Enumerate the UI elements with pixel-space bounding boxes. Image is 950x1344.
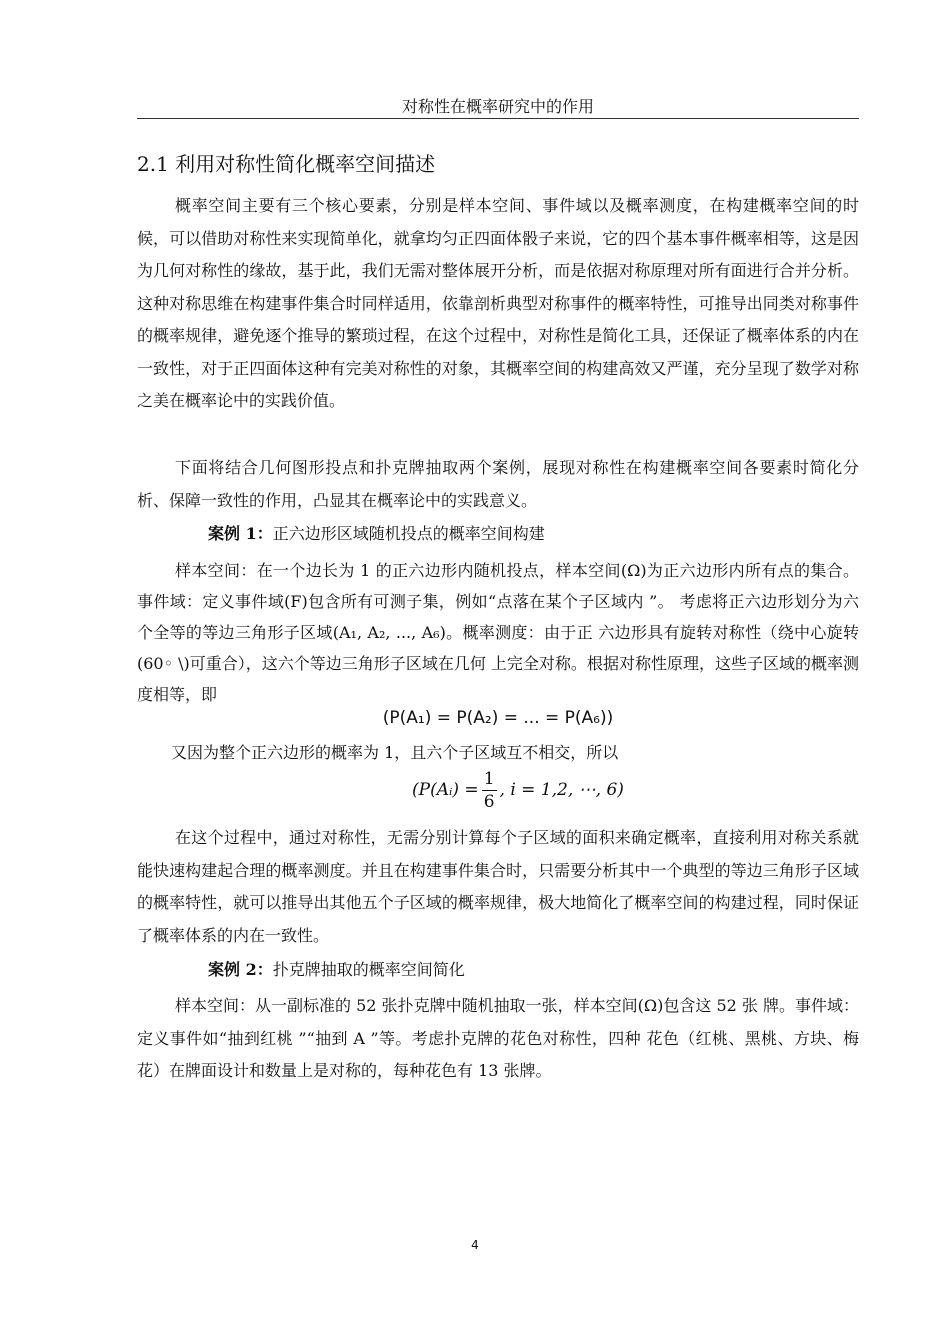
paragraph-case-2-body: 样本空间：从一副标准的 52 张扑克牌中随机抽取一张，样本空间(Ω)包含这 52 张 牌。事件域：定义事件如“抽到红桃 ”“抽到 A ”等。考虑扑克牌的花色对称性，四种 花色（红桃、黑桃、方块、梅花）在牌面设计和数量上是对称的，每种花色有 13 张牌。 bbox=[137, 996, 859, 1080]
page-number: 4 bbox=[471, 1238, 479, 1252]
case-2-label: 案例 2： bbox=[208, 960, 273, 979]
running-header: 对称性在概率研究中的作用 bbox=[401, 97, 594, 116]
equation-sub-region-probability bbox=[412, 760, 624, 820]
case-2-heading bbox=[208, 957, 465, 980]
case-1-label: 案例 1： bbox=[208, 524, 273, 543]
paragraph-cases-overview: 下面将结合几何图形投点和扑克牌抽取两个案例，展现对称性在构建概率空间各要素时简化分析、保障一致性的作用，凸显其在概率论中的实践意义。 bbox=[137, 458, 859, 510]
paragraph-intro: 概率空间主要有三个核心要素，分别是样本空间、事件域以及概率测度，在构建概率空间的时候，可以借助对称性来实现简单化，就拿均匀正四面体骰子来说，它的四个基本事件概率相等，这是因为几何对称性的缘故，基于此，我们无需对整体展开分析，而是依据对称原理对所有面进行合并分析。这种对称思维在构建事件集合时同样适用，依靠剖析典型对称事件的概率特性，可推导出同类对称事件的概率规律，避免逐个推导的繁琐过程，在这个过程中，对称性是简化工具，还保证了概率体系的内在一致性，对于正四面体这种有完美对称性的对象，其概率空间的构建高效又严谨，充分呈现了数学对称之美在概率论中的实践价值。 bbox=[137, 196, 859, 410]
paragraph-total-probability: 又因为整个正六边形的概率为 1，且六个子区域互不相交，所以 bbox=[171, 743, 619, 762]
paragraph-case-1-body: 样本空间：在一个边长为 1 的正六边形内随机投点，样本空间(Ω)为正六边形内所有点的集合。事件域：定义事件域(F)包含所有可测子集，例如“点落在某个子区域内 ”。 考虑将正六边形划分为六个全等的等边三角形子区域(A₁, A₂, ..., A₆)。概率测度：由于正 六边形具有旋转对称性（绕中心旋转(60◦ \)可重合），这六个等边三角形子区域在几何 上完全对称。根据对称性原理，这些子区域的概率测度相等，即 bbox=[137, 561, 859, 704]
case-1-title: 正六边形区域随机投点的概率空间构建 bbox=[272, 524, 545, 543]
header-rule bbox=[137, 118, 859, 119]
fraction-numerator: 1 bbox=[483, 768, 495, 789]
case-1-heading bbox=[208, 521, 545, 544]
section-title: 2.1 利用对称性简化概率空间描述 bbox=[137, 152, 436, 176]
fraction-denominator: 6 bbox=[483, 791, 495, 812]
equation-equal-probabilities: (P(A₁) = P(A₂) = ... = P(A₆)) bbox=[382, 708, 614, 728]
case-2-title: 扑克牌抽取的概率空间简化 bbox=[272, 960, 465, 979]
equation-right: , i = 1,2, ⋯, 6) bbox=[499, 780, 624, 800]
paragraph-case-1-summary: 在这个过程中，通过对称性，无需分别计算每个子区域的面积来确定概率，直接利用对称关系就能快速构建起合理的概率测度。并且在构建事件集合时，只需要分析其中一个典型的等边三角形子区域的概率特性，就可以推导出其他五个子区域的概率规律，极大地简化了概率空间的构建过程，同时保证了概率体系的内在一致性。 bbox=[137, 828, 859, 945]
fraction bbox=[482, 768, 497, 813]
equation-left: (P(Aᵢ) = bbox=[412, 780, 479, 800]
